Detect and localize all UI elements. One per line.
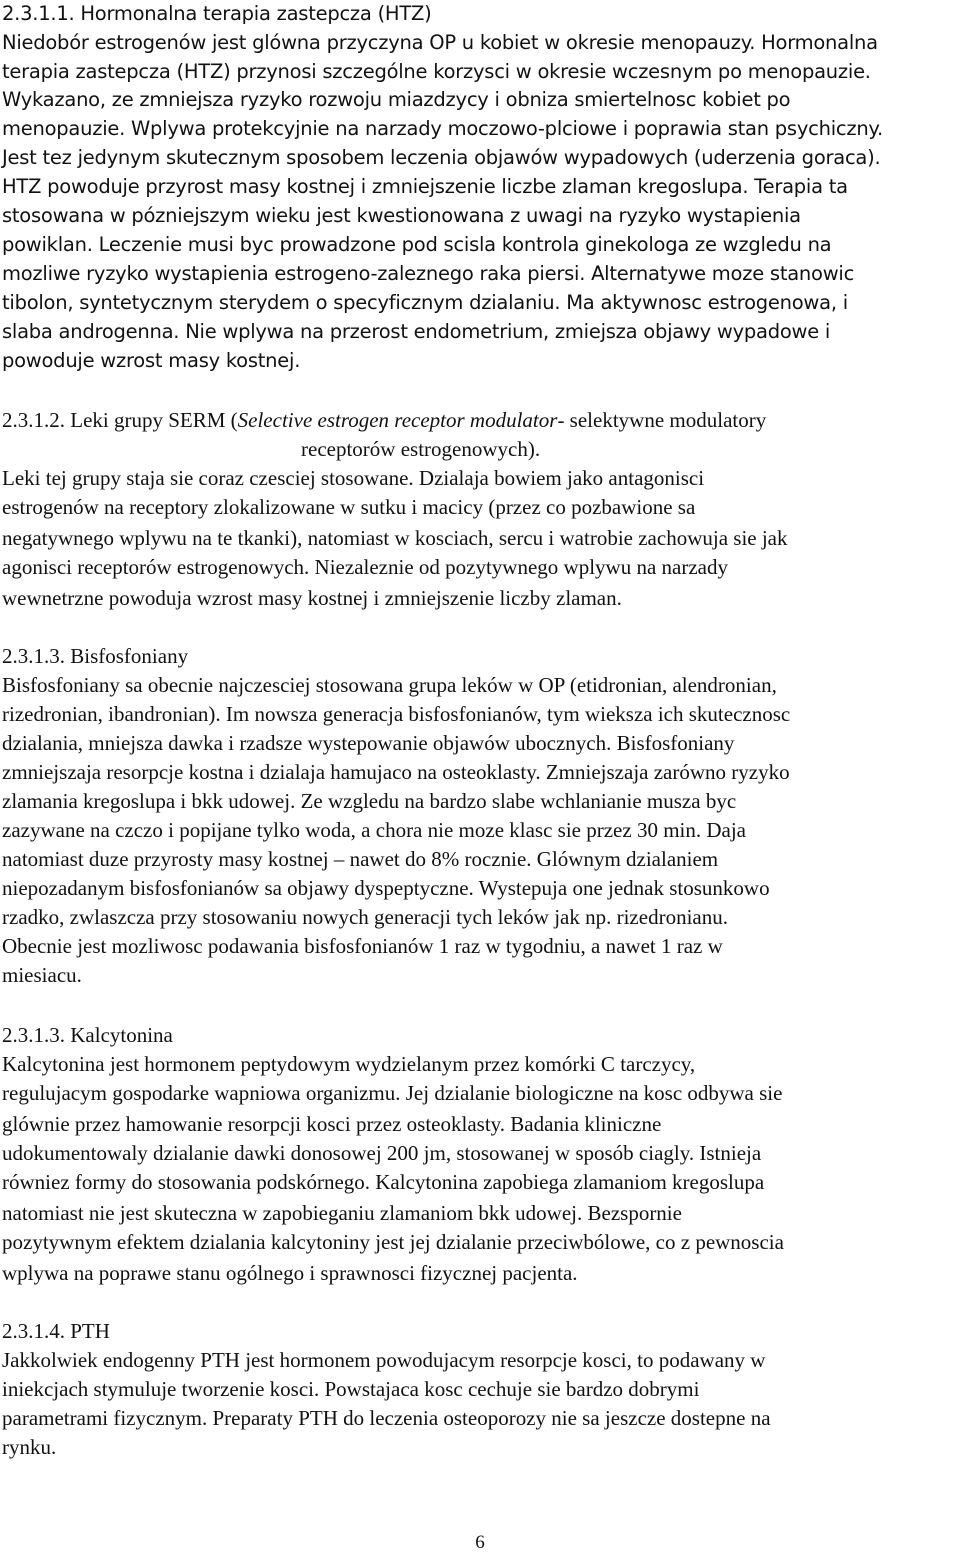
text-line: udokumentowaly dzialanie dawki donosowej 200 jm, stosowanej w sposób ciagly. Istnieja <box>2 1141 762 1165</box>
text-line: Wykazano, ze zmniejsza ryzyko rozwoju miazdzycy i obniza smiertelnosc kobiet po <box>2 88 791 111</box>
text-line: powoduje wzrost masy kostnej. <box>2 349 301 372</box>
text-line: Niedobór estrogenów jest glówna przyczyna OP u kobiet w okresie menopauzy. Hormonalna <box>2 31 878 54</box>
text-line: miesiacu. <box>2 963 82 987</box>
heading-suffix: - selektywne modulatory <box>557 408 767 432</box>
text-line: Obecnie jest mozliwosc podawania bisfosfonianów 1 raz w tygodniu, a nawet 1 raz w <box>2 934 723 958</box>
text-line: równiez formy do stosowania podskórnego. Kalcytonina zapobiega zlamaniom kregoslupa <box>2 1170 765 1194</box>
heading-italic: Selective estrogen receptor modulator <box>237 408 558 432</box>
text-line: Leki tej grupy staja sie coraz czesciej stosowane. Dzialaja bowiem jako antagonisci <box>2 466 705 490</box>
heading-prefix: 2.3.1.2. Leki grupy SERM ( <box>2 408 238 432</box>
text-line: natomiast nie jest skuteczna w zapobieganiu zlamaniom bkk udowej. Bezspornie <box>2 1201 682 1225</box>
text-line: iniekcjach stymuluje tworzenie kosci. Powstajaca kosc cechuje sie bardzo dobrymi <box>2 1377 700 1401</box>
page-number: 6 <box>475 1532 485 1553</box>
text-line: rynku. <box>2 1435 57 1459</box>
section-heading-pth: 2.3.1.4. PTH <box>2 1319 110 1343</box>
section-heading-kalcytonina: 2.3.1.3. Kalcytonina <box>2 1023 173 1047</box>
text-line: rizedronian, ibandronian). Im nowsza generacja bisfosfonianów, tym wieksza ich skutecznosc <box>2 702 791 726</box>
section-heading-serm <box>2 410 766 431</box>
section-heading-htz: 2.3.1.1. Hormonalna terapia zastepcza (HTZ) <box>2 2 432 25</box>
text-line: parametrami fizycznym. Preparaty PTH do leczenia osteoporozy nie sa jeszcze dostepne na <box>2 1406 771 1430</box>
text-line: wewnetrzne powoduja wzrost masy kostnej i zmniejszenie liczby zlaman. <box>2 586 622 610</box>
text-line: mozliwe ryzyko wystapienia estrogeno-zaleznego raka piersi. Alternatywe moze stanowic <box>2 262 855 285</box>
text-line: powiklan. Leczenie musi byc prowadzone pod scisla kontrola ginekologa ze wzgledu na <box>2 233 832 256</box>
text-line: wplywa na poprawe stanu ogólnego i sprawnosci fizycznej pacjenta. <box>2 1261 578 1285</box>
text-line: slaba androgenna. Nie wplywa na przerost endometrium, zmiejsza objawy wypadowe i <box>2 320 831 343</box>
text-line: stosowana w pózniejszym wieku jest kwestionowana z uwagi na ryzyko wystapienia <box>2 204 801 227</box>
text-line: regulujacym gospodarke wapniowa organizmu. Jej dzialanie biologiczne na kosc odbywa sie <box>2 1081 783 1105</box>
text-line: zazywane na czczo i popijane tylko woda, a chora nie moze klasc sie przez 30 min. Daja <box>2 818 747 842</box>
text-line: dzialania, mniejsza dawka i rzadsze wystepowanie objawów ubocznych. Bisfosfoniany <box>2 731 735 755</box>
text-line: HTZ powoduje przyrost masy kostnej i zmniejszenie liczbe zlaman kregoslupa. Terapia ta <box>2 175 848 198</box>
text-line: terapia zastepcza (HTZ) przynosi szczególne korzysci w okresie wczesnym po menopauzie. <box>2 60 871 83</box>
section-heading-serm-line2: receptorów estrogenowych). <box>301 437 541 461</box>
text-line: zlamania kregoslupa i bkk udowej. Ze wzgledu na bardzo slabe wchlanianie musza byc <box>2 789 737 813</box>
text-line: Jakkolwiek endogenny PTH jest hormonem powodujacym resorpcje kosci, to podawany w <box>2 1348 766 1372</box>
text-line: estrogenów na receptory zlokalizowane w sutku i macicy (przez co pozbawione sa <box>2 495 696 519</box>
text-line: Bisfosfoniany sa obecnie najczesciej stosowana grupa leków w OP (etidronian, alendronian, <box>2 673 777 697</box>
text-line: pozytywnym efektem dzialania kalcytoniny jest jej dzialanie przeciwbólowe, co z pewnoscia <box>2 1230 784 1254</box>
text-line: zmniejszaja resorpcje kostna i dzialaja hamujaco na osteoklasty. Zmniejszaja zarówno ryzyko <box>2 760 790 784</box>
text-line: Jest tez jedynym skutecznym sposobem leczenia objawów wypadowych (uderzenia goraca). <box>2 146 881 169</box>
text-line: natomiast duze przyrosty masy kostnej – nawet do 8% rocznie. Glównym dzialaniem <box>2 847 719 871</box>
text-line: glównie przez hamowanie resorpcji kosci przez osteoklasty. Badania kliniczne <box>2 1112 662 1136</box>
text-line: negatywnego wplywu na te tkanki), natomiast w kosciach, sercu i watrobie zachowuja sie jak <box>2 526 788 550</box>
text-line: menopauzie. Wplywa protekcyjnie na narzady moczowo-plciowe i poprawia stan psychiczny. <box>2 117 883 140</box>
text-line: rzadko, zwlaszcza przy stosowaniu nowych generacji tych leków jak np. rizedronianu. <box>2 905 728 929</box>
text-line: Kalcytonina jest hormonem peptydowym wydzielanym przez komórki C tarczycy, <box>2 1052 696 1076</box>
text-line: tibolon, syntetycznym sterydem o specyficznym dzialaniu. Ma aktywnosc estrogenowa, i <box>2 291 848 314</box>
section-heading-bisfosfoniany: 2.3.1.3. Bisfosfoniany <box>2 644 189 668</box>
text-line: agonisci receptorów estrogenowych. Niezaleznie od pozytywnego wplywu na narzady <box>2 555 728 579</box>
text-line: niepozadanym bisfosfonianów sa objawy dyspeptyczne. Wystepuja one jednak stosunkowo <box>2 876 770 900</box>
